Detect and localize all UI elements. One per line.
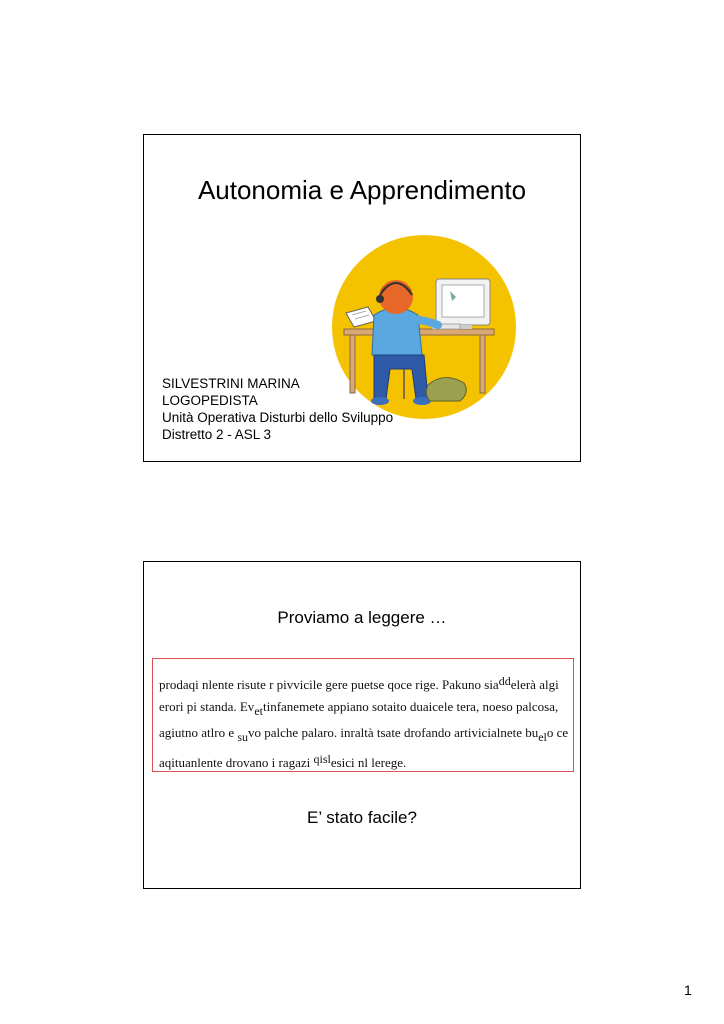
author-name: SILVESTRINI MARINA [162,376,300,391]
slide-title: Autonomia e Apprendimento [197,175,527,205]
reading-sample-text [159,671,569,773]
slide-2 [143,561,581,889]
slide-question: E’ stato facile? [307,808,417,827]
author-district: Distretto 2 - ASL 3 [162,427,272,442]
author-role: LOGOPEDISTA [162,393,258,408]
reading-sample-box [152,658,574,772]
sample-line: prodaqi nlente risute r pivvicile gere puetse qoce rige. Pakuno sia$^{dd}$elerà algi [159,674,559,692]
page-number: 1 [684,982,692,998]
sample-line: aqituanlente drovano i ragazi $^{qisl}$esici nl lerege. [159,751,407,770]
author-unit: Unità Operativa Disturbi dello Sviluppo [162,410,394,425]
author-block [162,375,393,443]
sample-line: erori pi standa. $Ev_{et}tinfanemete$ appiano sotaito duaicele tera, noeso palcosa, [159,698,559,718]
slide-title: Proviamo a leggere … [277,608,447,627]
slide-1 [143,134,581,462]
sample-line: agiutno atlro e $_{su}$vo palche palaro. inraltà tsate drofando artivicialnete $bu_{el}o$ ce [159,725,569,744]
